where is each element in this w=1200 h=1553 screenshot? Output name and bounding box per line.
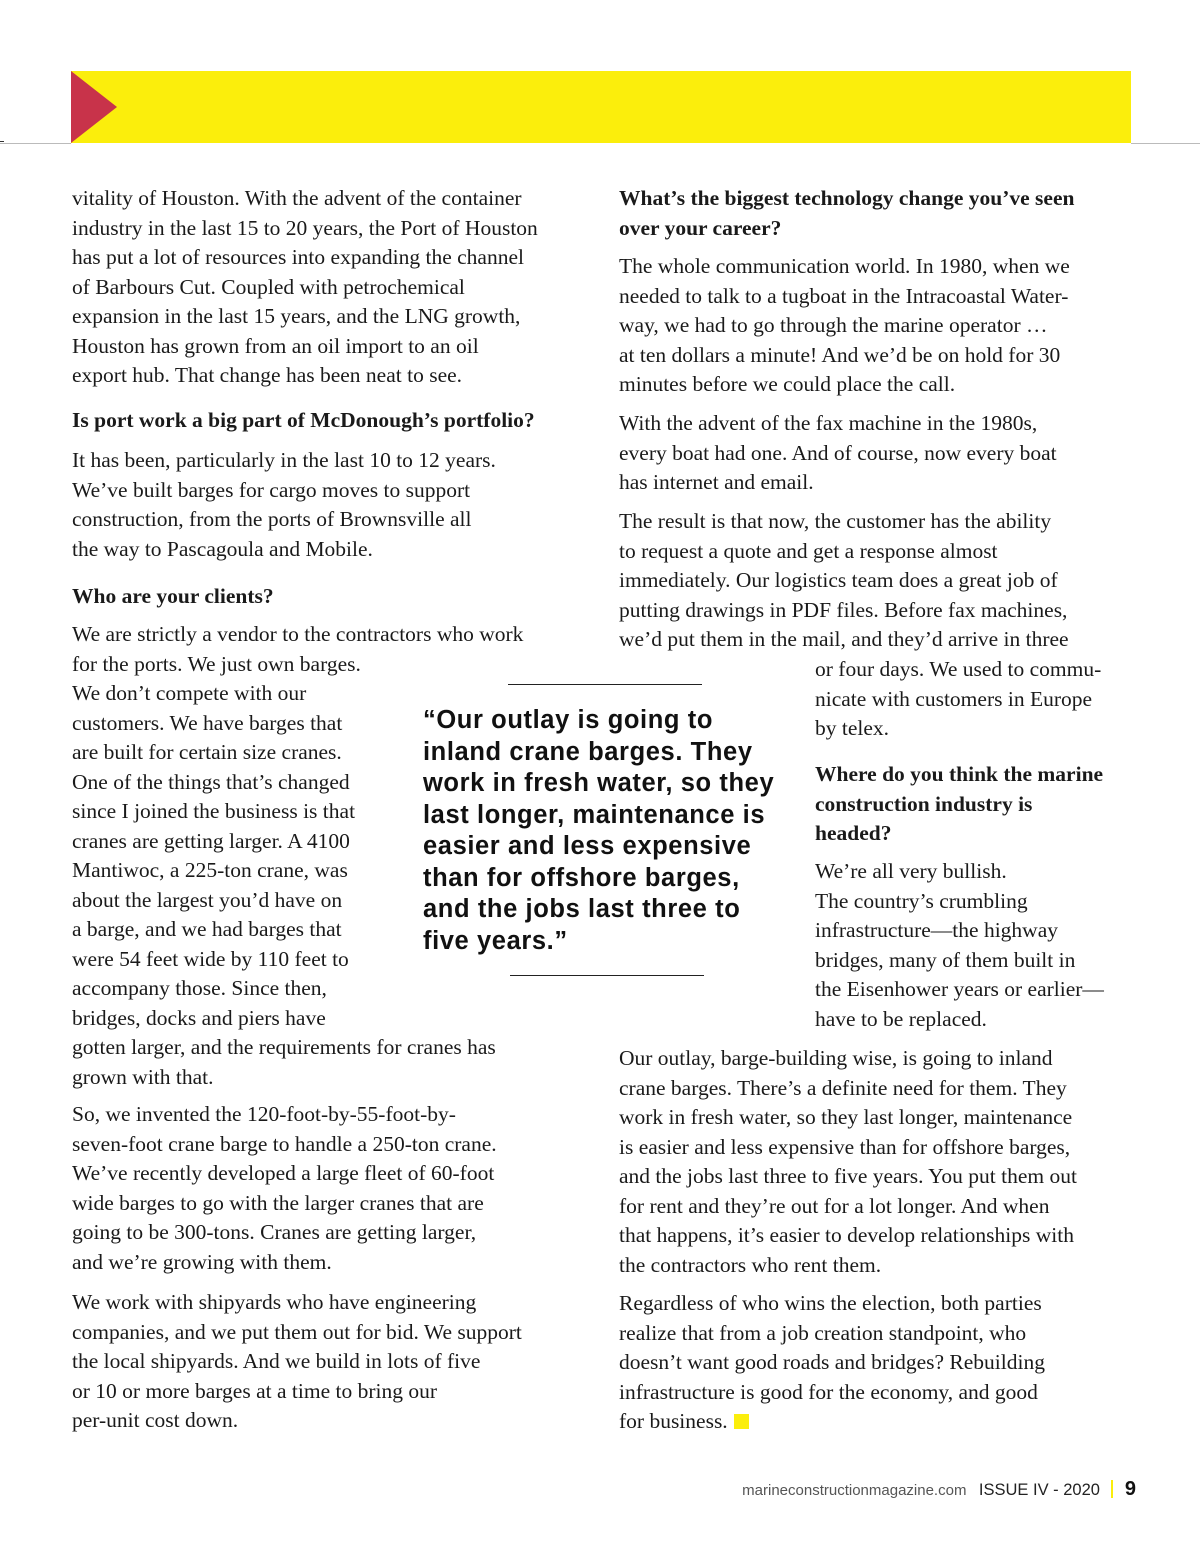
- text-line: Our outlay, barge-building wise, is going to inland: [619, 1046, 1053, 1070]
- text-line: gotten larger, and the requirements for cranes has: [72, 1035, 496, 1059]
- text-line: work in fresh water, so they last longer, maintenance: [619, 1105, 1073, 1129]
- text-line: Houston has grown from an oil import to an oil: [72, 333, 479, 358]
- text-line: seven-foot crane barge to handle a 250-ton crane.: [72, 1131, 497, 1156]
- text-line: that happens, it’s easier to develop relationships with: [619, 1223, 1074, 1247]
- text-line: bridges, many of them built in: [815, 947, 1076, 972]
- header-rule-left: [0, 143, 71, 144]
- text-line: than for offshore barges,: [423, 863, 740, 892]
- text-line: Regardless of who wins the election, both parties: [619, 1291, 1042, 1315]
- text-line: for business.: [619, 1409, 728, 1433]
- text-line: accompany those. Since then,: [72, 976, 327, 1000]
- text-line: With the advent of the fax machine in the 1980s,: [619, 411, 1038, 435]
- text-line: construction, from the ports of Brownsville all: [72, 507, 472, 531]
- paragraph-crane-barge: [72, 1100, 497, 1277]
- text-line: are built for certain size cranes.: [72, 740, 342, 764]
- text-line: nicate with customers in Europe: [815, 686, 1093, 711]
- crop-mark: [0, 141, 4, 142]
- text-line: every boat had one. And of course, now every boat: [619, 440, 1057, 465]
- text-line: since I joined the business is that: [72, 799, 356, 823]
- paragraph-fax-machine: [619, 409, 1057, 498]
- text-line: infrastructure is good for the economy, and good: [619, 1379, 1038, 1404]
- paragraph-result-continued: [815, 655, 1101, 744]
- pull-quote: [423, 705, 774, 957]
- text-line: construction industry is: [815, 791, 1033, 816]
- text-line: the way to Pascagoula and Mobile.: [72, 536, 373, 561]
- text-line: has put a lot of resources into expanding the channel: [72, 245, 524, 269]
- text-line: way, we had to go through the marine operator …: [619, 313, 1048, 337]
- text-line: the local shipyards. And we build in lots of five: [72, 1349, 481, 1373]
- text-line: needed to talk to a tugboat in the Intracoastal Water-: [619, 283, 1069, 308]
- text-line: immediately. Our logistics team does a great job of: [619, 568, 1058, 592]
- text-line: We’ve built barges for cargo moves to support: [72, 477, 471, 502]
- paragraph-port-work-answer: [72, 446, 496, 564]
- text-line: We are strictly a vendor to the contractors who work: [72, 622, 524, 646]
- text-line: have to be replaced.: [815, 1006, 987, 1031]
- text-line: The country’s crumbling: [815, 888, 1028, 913]
- paragraph-bullish: [815, 857, 1104, 1034]
- paragraph-result: [619, 507, 1069, 655]
- text-line: export hub. That change has been neat to see.: [72, 363, 463, 387]
- text-line: vitality of Houston. With the advent of the container: [72, 186, 522, 210]
- text-line: realize that from a job creation standpoint, who: [619, 1320, 1027, 1345]
- text-line: It has been, particularly in the last 10 to 12 years.: [72, 448, 496, 472]
- text-line: companies, and we put them out for bid. We support: [72, 1319, 522, 1344]
- text-line: by telex.: [815, 716, 890, 740]
- text-line: at ten dollars a minute! And we’d be on hold for 30: [619, 342, 1061, 367]
- text-line: the contractors who rent them.: [619, 1252, 882, 1277]
- text-line: were 54 feet wide by 110 feet to: [72, 946, 349, 971]
- text-line: for the ports. We just own barges.: [72, 651, 361, 676]
- text-line: What’s the biggest technology change you’ve seen: [619, 186, 1075, 210]
- question-industry-headed: [815, 760, 1103, 849]
- text-line: or 10 or more barges at a time to bring our: [72, 1378, 438, 1403]
- paragraph-election: [619, 1289, 1045, 1437]
- text-line: industry in the last 15 to 20 years, the Port of Houston: [72, 215, 538, 240]
- paragraph-communication-world: [619, 252, 1070, 400]
- text-line: the Eisenhower years or earlier—: [815, 977, 1104, 1001]
- text-line: Mantiwoc, a 225-ton crane, was: [72, 858, 348, 882]
- text-line: last longer, maintenance is: [423, 800, 766, 829]
- text-line: to request a quote and get a response almost: [619, 538, 998, 563]
- text-line: inland crane barges. They: [423, 737, 753, 766]
- text-line: work in fresh water, so they: [423, 769, 775, 797]
- text-line: wide barges to go with the larger cranes that are: [72, 1190, 484, 1215]
- text-line: is easier and less expensive than for offshore barges,: [619, 1134, 1071, 1159]
- text-line: cranes are getting larger. A 4100: [72, 828, 350, 853]
- text-line: So, we invented the 120-foot-by-55-foot-by-: [72, 1102, 456, 1126]
- text-line: bridges, docks and piers have: [72, 1005, 326, 1030]
- footer-separator: [1111, 1480, 1113, 1498]
- paragraph-outlay: [619, 1044, 1077, 1280]
- text-line: infrastructure—the highway: [815, 918, 1058, 942]
- text-line: and the jobs last three to five years. You put them out: [619, 1164, 1077, 1188]
- footer-website: marineconstructionmagazine.com: [742, 1482, 967, 1499]
- pull-quote-rule-bottom: [510, 975, 704, 976]
- text-line: crane barges. There’s a definite need for them. They: [619, 1075, 1067, 1100]
- paragraph-shipyards: [72, 1288, 522, 1436]
- text-line: We don’t compete with our: [72, 681, 307, 705]
- header-banner: [71, 71, 1131, 143]
- text-line: easier and less expensive: [423, 832, 752, 860]
- text-line: The whole communication world. In 1980, when we: [619, 254, 1070, 278]
- pull-quote-rule-top: [508, 684, 702, 685]
- text-line: of Barbours Cut. Coupled with petrochemical: [72, 274, 465, 299]
- text-line: for rent and they’re out for a lot longer. And when: [619, 1193, 1050, 1218]
- text-line: about the largest you’d have on: [72, 887, 343, 912]
- text-line: We’ve recently developed a large fleet of 60-foot: [72, 1161, 495, 1185]
- paragraph-houston-vitality: [72, 184, 538, 391]
- text-line: we’d put them in the mail, and they’d arrive in three: [619, 627, 1069, 651]
- question-clients: Who are your clients?: [72, 584, 274, 608]
- text-line: We work with shipyards who have engineering: [72, 1290, 477, 1314]
- header-rule-right: [1131, 143, 1200, 144]
- text-line: customers. We have barges that: [72, 710, 343, 735]
- text-line: headed?: [815, 821, 892, 845]
- text-line: expansion in the last 15 years, and the LNG growth,: [72, 304, 521, 328]
- text-line: has internet and email.: [619, 470, 814, 494]
- footer-issue: ISSUE IV - 2020: [978, 1481, 1100, 1499]
- text-line: going to be 300-tons. Cranes are getting larger,: [72, 1220, 477, 1244]
- text-line: We’re all very bullish.: [815, 859, 1007, 883]
- text-line: minutes before we could place the call.: [619, 372, 956, 396]
- end-of-article-icon: [734, 1414, 749, 1429]
- text-line: “Our outlay is going to: [423, 706, 714, 734]
- question-technology-change: [619, 184, 1074, 243]
- text-line: putting drawings in PDF files. Before fax machines,: [619, 597, 1068, 622]
- text-line: over your career?: [619, 215, 782, 240]
- text-line: five years.”: [423, 926, 568, 955]
- text-line: doesn’t want good roads and bridges? Rebuilding: [619, 1350, 1045, 1374]
- text-line: and we’re growing with them.: [72, 1249, 332, 1274]
- text-line: and the jobs last three to: [423, 895, 741, 923]
- text-line: One of the things that’s changed: [72, 769, 350, 794]
- page-number: 9: [1124, 1478, 1136, 1500]
- page-footer: [742, 1478, 1136, 1501]
- text-line: The result is that now, the customer has the ability: [619, 509, 1052, 533]
- text-line: per-unit cost down.: [72, 1408, 239, 1432]
- question-port-work: Is port work a big part of McDonough’s portfolio?: [72, 408, 535, 432]
- text-line: grown with that.: [72, 1064, 214, 1089]
- text-line: Where do you think the marine: [815, 762, 1104, 786]
- text-line: or four days. We used to commu-: [815, 657, 1102, 681]
- text-line: a barge, and we had barges that: [72, 917, 342, 941]
